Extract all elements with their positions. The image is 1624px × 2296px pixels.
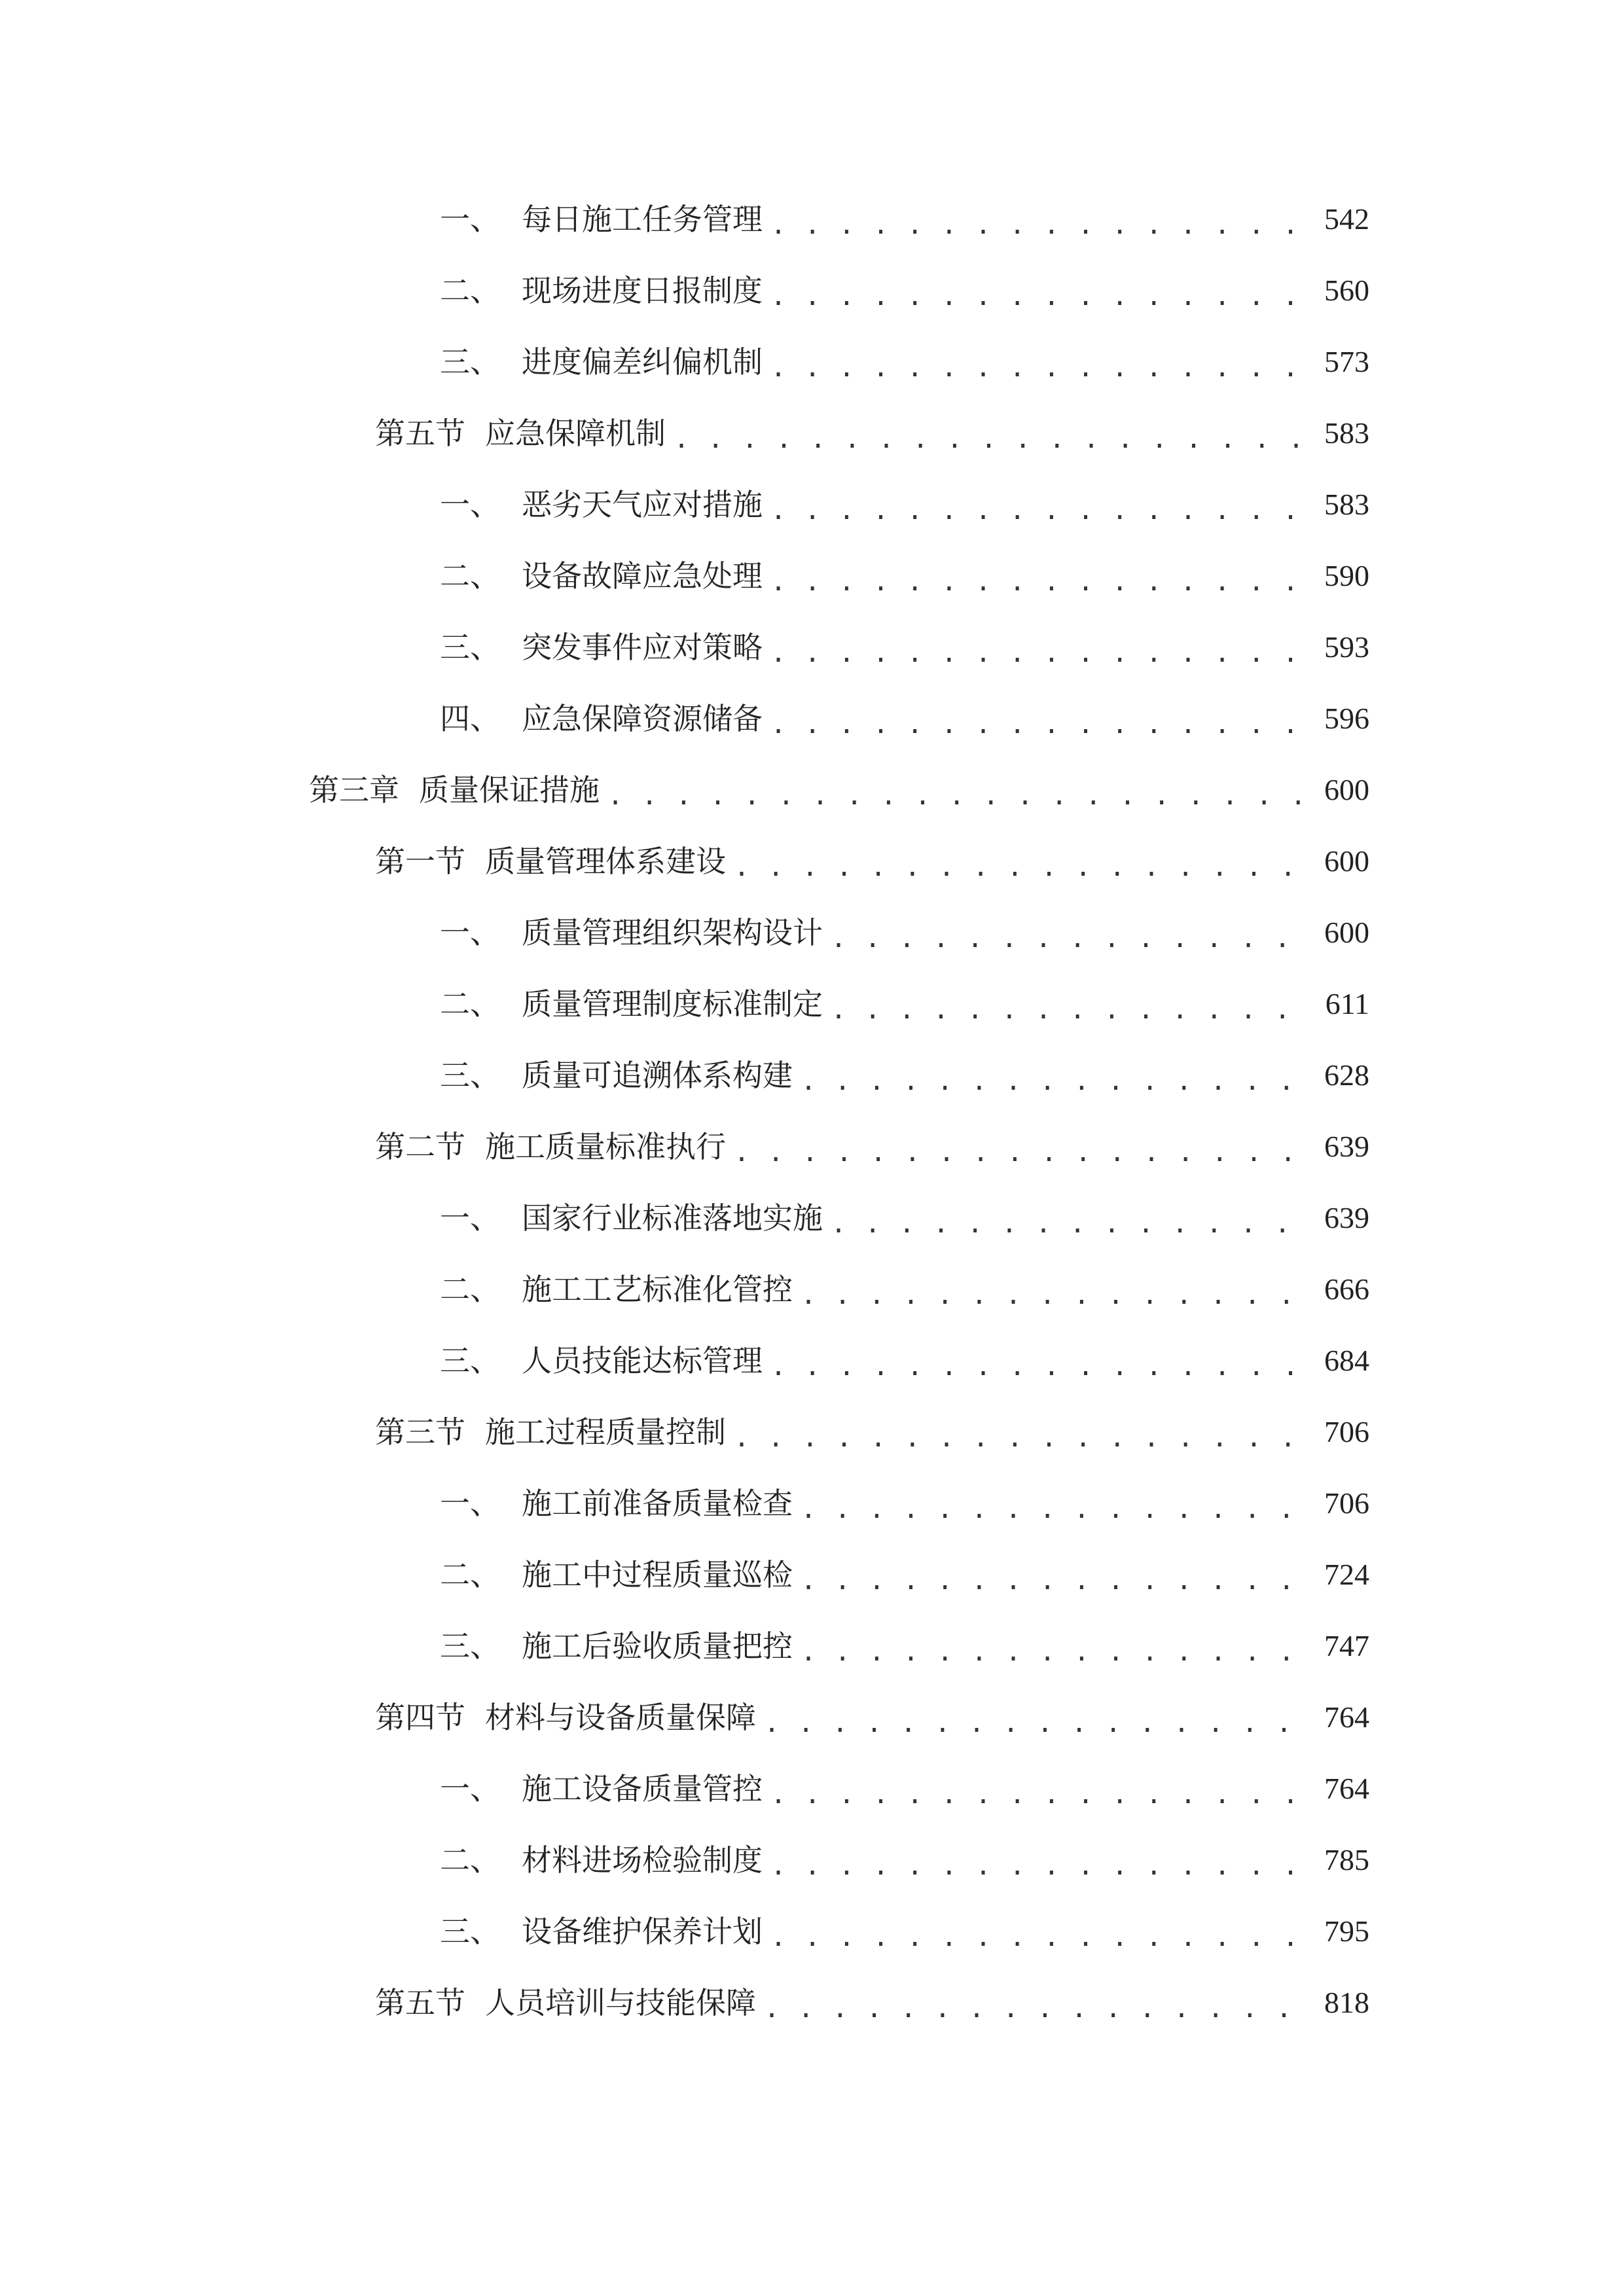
toc-entry-prefix: 第四节 — [375, 1700, 465, 1735]
toc-entry-prefix: 一、 — [440, 1771, 500, 1806]
toc-entry-title: 施工过程质量控制 — [485, 1414, 726, 1450]
toc-entry-prefix: 三、 — [440, 1058, 500, 1093]
toc-entry-title: 质量可追溯体系构建 — [522, 1058, 793, 1093]
toc-entry[interactable] — [440, 906, 1369, 959]
toc-entry[interactable] — [440, 1263, 1369, 1316]
toc-entry-page: 818 — [1324, 1986, 1369, 2019]
dot-leader — [801, 1061, 1308, 1102]
dot-leader — [831, 990, 1308, 1030]
toc-entry-prefix: 第五节 — [375, 1985, 465, 2020]
toc-entry-prefix: 二、 — [440, 273, 500, 308]
dot-leader — [764, 1988, 1308, 2029]
toc-entry-prefix: 第二节 — [375, 1129, 465, 1164]
toc-entry[interactable] — [440, 1549, 1369, 1601]
toc-entry-prefix: 二、 — [440, 986, 500, 1022]
toc-entry-title: 人员技能达标管理 — [522, 1343, 763, 1378]
dot-leader — [770, 1346, 1308, 1387]
toc-entry-page: 764 — [1324, 1772, 1369, 1805]
toc-entry-page: 600 — [1324, 773, 1369, 806]
toc-entry-page: 795 — [1324, 1914, 1369, 1948]
toc-entry-page: 639 — [1324, 1201, 1369, 1234]
dot-leader — [770, 276, 1308, 317]
toc-entry-prefix: 一、 — [440, 915, 500, 950]
dot-leader — [831, 1204, 1308, 1244]
toc-entry-title: 质量管理体系建设 — [485, 844, 726, 879]
toc-entry-prefix: 第三节 — [375, 1414, 465, 1450]
toc-entry-prefix: 四、 — [440, 701, 500, 736]
toc-entry[interactable] — [375, 835, 1369, 888]
toc-entry[interactable] — [440, 1834, 1369, 1886]
toc-entry-prefix: 一、 — [440, 487, 500, 522]
toc-entry-page: 747 — [1324, 1629, 1369, 1662]
toc-entry-prefix: 一、 — [440, 1486, 500, 1521]
toc-entry-title: 每日施工任务管理 — [522, 202, 763, 237]
dot-leader — [801, 1275, 1308, 1316]
toc-entry-prefix: 一、 — [440, 1200, 500, 1236]
dot-leader — [770, 1917, 1308, 1958]
toc-entry[interactable] — [375, 1121, 1369, 1173]
dot-leader — [734, 1132, 1308, 1173]
toc-entry[interactable] — [440, 1335, 1369, 1387]
toc-entry-page: 600 — [1324, 844, 1369, 878]
toc-entry-page: 666 — [1324, 1272, 1369, 1306]
toc-entry-prefix: 三、 — [440, 1343, 500, 1378]
toc-entry[interactable] — [375, 407, 1369, 459]
dot-leader — [607, 776, 1308, 816]
toc-entry[interactable] — [375, 1691, 1369, 1744]
toc-entry-page: 764 — [1324, 1700, 1369, 1734]
toc-entry[interactable] — [440, 1049, 1369, 1102]
toc-entry[interactable] — [375, 1406, 1369, 1458]
toc-entry-title: 质量管理组织架构设计 — [522, 915, 823, 950]
dot-leader — [770, 562, 1308, 602]
dot-leader — [770, 490, 1308, 531]
toc-entry[interactable] — [440, 978, 1369, 1030]
dot-leader — [770, 348, 1308, 388]
dot-leader — [770, 1774, 1308, 1815]
toc-entry-page: 542 — [1324, 202, 1369, 236]
dot-leader — [734, 1418, 1308, 1458]
dot-leader — [831, 918, 1308, 959]
toc-entry-title: 设备故障应急处理 — [522, 558, 763, 594]
toc-entry[interactable] — [440, 1763, 1369, 1815]
dot-leader — [770, 633, 1308, 673]
toc-entry[interactable] — [440, 1905, 1369, 1958]
dot-leader — [764, 1703, 1308, 1744]
toc-entry-prefix: 第五节 — [375, 416, 465, 451]
toc-entry-page: 639 — [1324, 1130, 1369, 1163]
toc-entry-page: 583 — [1324, 416, 1369, 450]
dot-leader — [801, 1632, 1308, 1672]
toc-entry-prefix: 二、 — [440, 558, 500, 594]
toc-entry-title: 施工设备质量管控 — [522, 1771, 763, 1806]
toc-entry[interactable] — [375, 1977, 1369, 2029]
toc-entry-prefix: 二、 — [440, 1842, 500, 1878]
toc-entry[interactable] — [440, 193, 1369, 245]
toc-entry-title: 设备维护保养计划 — [522, 1914, 763, 1949]
toc-entry-page: 706 — [1324, 1486, 1369, 1520]
toc-entry-title: 现场进度日报制度 — [522, 273, 763, 308]
toc-entry-title: 恶劣天气应对措施 — [522, 487, 763, 522]
dot-leader — [674, 419, 1308, 459]
toc-entry-page: 611 — [1325, 987, 1369, 1020]
dot-leader — [734, 847, 1308, 888]
toc-entry-prefix: 二、 — [440, 1272, 500, 1307]
toc-entry-title: 施工前准备质量检查 — [522, 1486, 793, 1521]
toc-entry[interactable] — [309, 764, 1369, 816]
dot-leader — [770, 1846, 1308, 1886]
toc-entry-page: 573 — [1324, 345, 1369, 378]
toc-entry[interactable] — [440, 621, 1369, 673]
toc-entry-prefix: 三、 — [440, 1914, 500, 1949]
toc-entry-page: 684 — [1324, 1344, 1369, 1377]
toc-entry[interactable] — [440, 336, 1369, 388]
toc-entry-prefix: 三、 — [440, 344, 500, 380]
toc-entry-title: 进度偏差纠偏机制 — [522, 344, 763, 380]
toc-entry-title: 人员培训与技能保障 — [485, 1985, 756, 2020]
dot-leader — [770, 205, 1308, 245]
toc-entry-prefix: 三、 — [440, 630, 500, 665]
toc-entry-title: 材料进场检验制度 — [522, 1842, 763, 1878]
toc-entry-title: 突发事件应对策略 — [522, 630, 763, 665]
toc-entry-prefix: 第三章 — [309, 772, 399, 808]
toc-entry[interactable] — [440, 478, 1369, 531]
toc-entry-title: 施工后验收质量把控 — [522, 1628, 793, 1664]
toc-entry-title: 质量管理制度标准制定 — [522, 986, 823, 1022]
toc-entry-prefix: 二、 — [440, 1557, 500, 1592]
toc-entry[interactable] — [440, 1192, 1369, 1244]
toc-entry-prefix: 三、 — [440, 1628, 500, 1664]
toc-entry-page: 724 — [1324, 1558, 1369, 1591]
toc-entry-title: 施工工艺标准化管控 — [522, 1272, 793, 1307]
toc-entry-page: 560 — [1324, 274, 1369, 307]
toc-entry-page: 706 — [1324, 1415, 1369, 1448]
toc-entry-title: 质量保证措施 — [419, 772, 600, 808]
toc-entry-title: 材料与设备质量保障 — [485, 1700, 756, 1735]
toc-entry[interactable] — [440, 1477, 1369, 1530]
dot-leader — [801, 1489, 1308, 1530]
dot-leader — [801, 1560, 1308, 1601]
toc-entry-prefix: 第一节 — [375, 844, 465, 879]
toc-entry-prefix: 一、 — [440, 202, 500, 237]
toc-entry-page: 596 — [1324, 702, 1369, 735]
toc-entry[interactable] — [440, 550, 1369, 602]
toc-entry-title: 国家行业标准落地实施 — [522, 1200, 823, 1236]
toc-entry-title: 应急保障资源储备 — [522, 701, 763, 736]
toc-entry[interactable] — [440, 264, 1369, 317]
toc-entry-page: 600 — [1324, 916, 1369, 949]
toc-entry-page: 583 — [1324, 488, 1369, 521]
toc-entry[interactable] — [440, 692, 1369, 745]
toc-entry-page: 590 — [1324, 559, 1369, 592]
toc-entry-page: 628 — [1324, 1058, 1369, 1092]
toc-entry-title: 应急保障机制 — [485, 416, 666, 451]
toc-entry[interactable] — [440, 1620, 1369, 1672]
dot-leader — [770, 704, 1308, 745]
toc-entry-page: 593 — [1324, 630, 1369, 664]
toc-entry-page: 785 — [1324, 1843, 1369, 1876]
toc-entry-title: 施工质量标准执行 — [485, 1129, 726, 1164]
toc-entry-title: 施工中过程质量巡检 — [522, 1557, 793, 1592]
